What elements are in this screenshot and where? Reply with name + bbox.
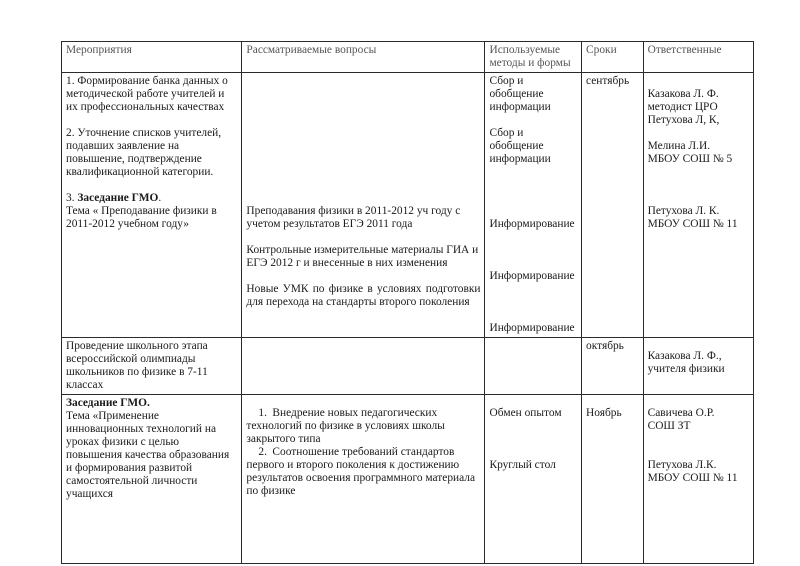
responsible-person: Петухова Л. К. [647,205,720,217]
question-text: Внедрение новых педагогических технологий по физике в условиях школы закрытого типа [246,407,445,445]
event-item: 2. Уточнение списков учителей, подавших заявление на повышение, подтверждение квалификационной категории. [66,127,222,178]
responsible-cell [643,338,753,395]
event-topic: Тема «Применение инновационных технологий на уроках физики с целью повышения качества образования и формирования развитой самостоятельной личности учащихся [66,410,230,500]
timing-cell: сентябрь [582,73,644,338]
question-item: Контрольные измерительные материалы ГИА и ЕГЭ 2012 г и внесенные в них изменения [246,244,479,269]
questions-cell [242,338,485,395]
question-text: Соотношение требований стандартов первого и второго поколения к достижению результатов освоения программного материала по физике [246,446,476,497]
responsible-school: МБОУ СОШ № 5 [647,153,733,165]
method-item: Информирование [489,322,575,334]
work-plan-table [61,41,754,564]
events-cell [62,395,242,564]
method-item: Сбор и обобщение информации [489,75,551,113]
responsible-person: Казакова Л. Ф., [647,350,722,362]
event-topic: Тема « Преподавание физики в 2011-2012 учебном году» [66,205,217,230]
event-number: 3. [66,192,78,204]
table-row [62,73,754,338]
responsible-role: учителя физики [647,363,725,375]
event-item [66,192,237,205]
event-title-suffix: . [158,192,162,204]
method-item: Сбор и обобщение информации [489,127,551,165]
table-row [62,395,754,564]
header-methods: Используемые методы и формы [485,42,582,73]
question-item [246,407,480,446]
responsible-school: МБОУ СОШ № 11 [647,472,738,484]
header-events: Мероприятия [62,42,242,73]
question-item: Новые УМК по физике в условиях подготовки для перехода на стандарты второго поколения [246,283,481,308]
responsible-person: Мелина Л.И. [647,140,711,152]
questions-cell [242,395,485,564]
header-questions: Рассматриваемые вопросы [242,42,485,73]
header-responsible: Ответственные [643,42,753,73]
responsible-school: СОШ ЗТ [647,420,691,432]
events-cell [62,73,242,338]
responsible-person: Петухова Л.К. [647,459,717,471]
responsible-role: методист ЦРО [647,101,718,113]
table-header-row [62,42,754,73]
method-item: Информирование [489,270,575,282]
question-number: 2. [258,446,267,458]
methods-cell [485,338,582,395]
events-cell: Проведение школьного этапа всероссийской олимпиады школьников по физике в 7-11 классах [62,338,242,395]
responsible-person: Савичева О.Р. [647,407,715,419]
method-item: Круглый стол [489,459,556,471]
questions-cell [242,73,485,338]
question-item: Преподавания физики в 2011-2012 уч году с учетом результатов ЕГЭ 2011 года [246,205,461,230]
question-number: 1. [258,407,267,419]
table-row [62,338,754,395]
timing-cell: Ноябрь [582,395,644,564]
event-item: 1. Формирование банка данных о методической работе учителей и их профессиональных качествах [66,75,228,113]
responsible-school: МБОУ СОШ № 11 [647,218,738,230]
event-title-bold: Заседание ГМО [77,192,159,204]
responsible-person: Петухова Л, К, [647,114,720,126]
responsible-cell [643,73,753,338]
responsible-person: Казакова Л. Ф. [647,88,719,100]
header-timing: Сроки [582,42,644,73]
event-title-bold: Заседание ГМО. [66,397,150,409]
question-item [246,446,480,498]
method-item: Обмен опытом [489,407,562,419]
methods-cell [485,73,582,338]
method-item: Информирование [489,218,575,230]
timing-cell: октябрь [582,338,644,395]
responsible-cell [643,395,753,564]
methods-cell [485,395,582,564]
